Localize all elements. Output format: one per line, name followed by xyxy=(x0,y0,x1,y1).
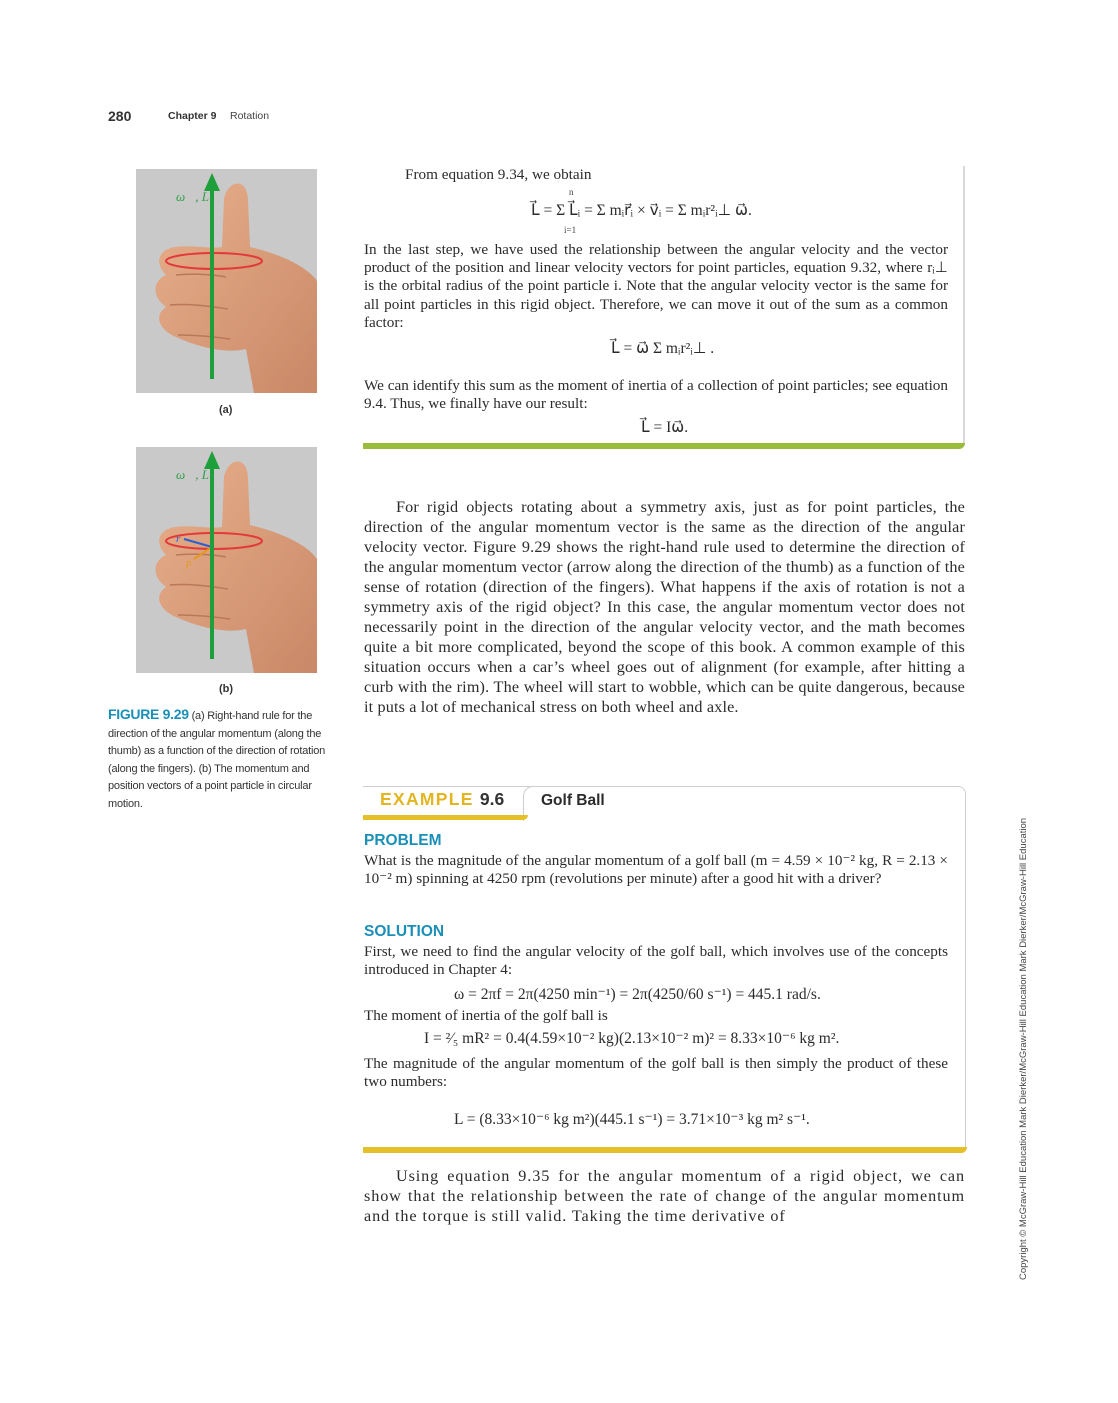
example-title: Golf Ball xyxy=(541,792,605,809)
body-paragraph-1: For rigid objects rotating about a symmetry axis, just as for point particles, the direction of the angular momentum vector is the same as the direction of the angular velocity vector. Figure 9.29 shows the right-hand rule used to determine the direction of the angular momentum vector (arrow along the direction of the thumb) as a function of the sense of rotation (direction of the fingers). What happens if the axis of rotation is not a symmetry axis of the rigid object? In this case, the angular momentum vector does not necessarily point in the direction of the angular velocity vector, and the math becomes quite a bit more complicated, beyond the scope of this book. A common example of this situation occurs when a car’s wheel goes out of alignment (for example, after hitting a curb with the rim). The wheel will start to wobble, which can be quite dangerous, because it puts a lot of mechanical stress on both wheel and axle. xyxy=(364,498,965,716)
running-header-title: Rotation xyxy=(230,110,270,122)
figure-photo-b xyxy=(136,447,317,673)
example-word: EXAMPLE xyxy=(380,789,474,809)
solution-heading: SOLUTION xyxy=(364,923,445,940)
vector-label-b: ω⃗, L⃗ xyxy=(176,467,220,482)
example-label xyxy=(380,789,504,810)
body-paragraph-2: Using equation 9.35 for the angular momentum of a rigid object, we can show that the relationship between the rate of change of the angular momentum and the torque is still valid. Taking the time derivative of xyxy=(364,1167,965,1225)
derivation-paragraph-2: We can identify this sum as the moment of inertia of a collection of point particles; see equation 9.4. Thus, we finally have our result: xyxy=(364,377,948,413)
page-number: 280 xyxy=(108,108,132,124)
example-box-bottom-bar xyxy=(363,1147,967,1153)
figure-label-a: (a) xyxy=(219,404,233,416)
sum-lower-1: i=1 xyxy=(564,225,577,235)
derivation-equation-2: L⃗ = ω⃗ Σ mᵢr²ᵢ⊥ . xyxy=(611,340,715,357)
example-number: 9.6 xyxy=(479,789,505,809)
problem-text: What is the magnitude of the angular momentum of a golf ball (m = 4.59 × 10⁻² kg, R = 2.13 × 10⁻² m) spinning at 4250 rpm (revolutions per minute) after a good hit with a driver? xyxy=(364,852,948,888)
figure-number: FIGURE 9.29 xyxy=(108,706,189,722)
equation-angular-momentum: L = (8.33×10⁻⁶ kg m²)(445.1 s⁻¹) = 3.71×10⁻³ kg m² s⁻¹. xyxy=(454,1111,810,1128)
equation-omega: ω = 2πf = 2π(4250 min⁻¹) = 2π(4250/60 s⁻¹) = 445.1 rad/s. xyxy=(454,986,821,1003)
caption-text: (a) Right-hand rule for the direction of the angular momentum (along the thumb) as a function of the direction of rotation (along the fingers). (b) The momentum and position vectors of a point particle in circular motion. xyxy=(108,710,326,810)
hand-illustration-b xyxy=(136,447,317,673)
solution-text-2: The moment of inertia of the golf ball is xyxy=(364,1007,608,1024)
derivation-intro: From equation 9.34, we obtain xyxy=(405,166,592,183)
derivation-box-bar xyxy=(363,443,965,449)
derivation-equation-1: L⃗ = Σ L⃗ᵢ = Σ mᵢr⃗ᵢ × v⃗ᵢ = Σ mᵢr²ᵢ⊥ ω⃗. xyxy=(531,202,752,219)
copyright-notice: Copyright © McGraw-Hill Education Mark Dierker/McGraw-Hill Education Mark Dierker/McGraw-Hill Education xyxy=(1018,817,1029,1280)
derivation-equation-3: L⃗ = Iω⃗. xyxy=(641,419,689,436)
solution-text-3: The magnitude of the angular momentum of the golf ball is then simply the product of these two numbers: xyxy=(364,1055,948,1091)
momentum-vector-label: p⃗ xyxy=(186,557,201,569)
example-tab-bar xyxy=(363,815,528,820)
sum-upper-1: n xyxy=(569,187,574,197)
derivation-paragraph-1: In the last step, we have used the relationship between the angular velocity and the vector product of the position and linear velocity vectors for point particles, equation 9.32, where rᵢ⊥ is the orbital radius of the point particle i. Note that the angular velocity vector is the same for all point particles in this rigid object. Therefore, we can move it out of the sum as a common factor: xyxy=(364,241,948,331)
hand-illustration-a xyxy=(136,169,317,393)
running-header-chapter: Chapter 9 xyxy=(168,110,217,122)
figure-label-b: (b) xyxy=(219,683,234,695)
position-vector-label: r⃗ xyxy=(176,533,189,545)
equation-inertia: I = ²⁄₅ mR² = 0.4(4.59×10⁻² kg)(2.13×10⁻² m)² = 8.33×10⁻⁶ kg m². xyxy=(424,1030,840,1047)
figure-caption xyxy=(108,706,344,813)
solution-text-1: First, we need to find the angular velocity of the golf ball, which involves use of the concepts introduced in Chapter 4: xyxy=(364,943,948,979)
figure-photo-a xyxy=(136,169,317,393)
vector-label-a: ω⃗, L⃗ xyxy=(176,189,220,204)
problem-heading: PROBLEM xyxy=(364,832,442,849)
